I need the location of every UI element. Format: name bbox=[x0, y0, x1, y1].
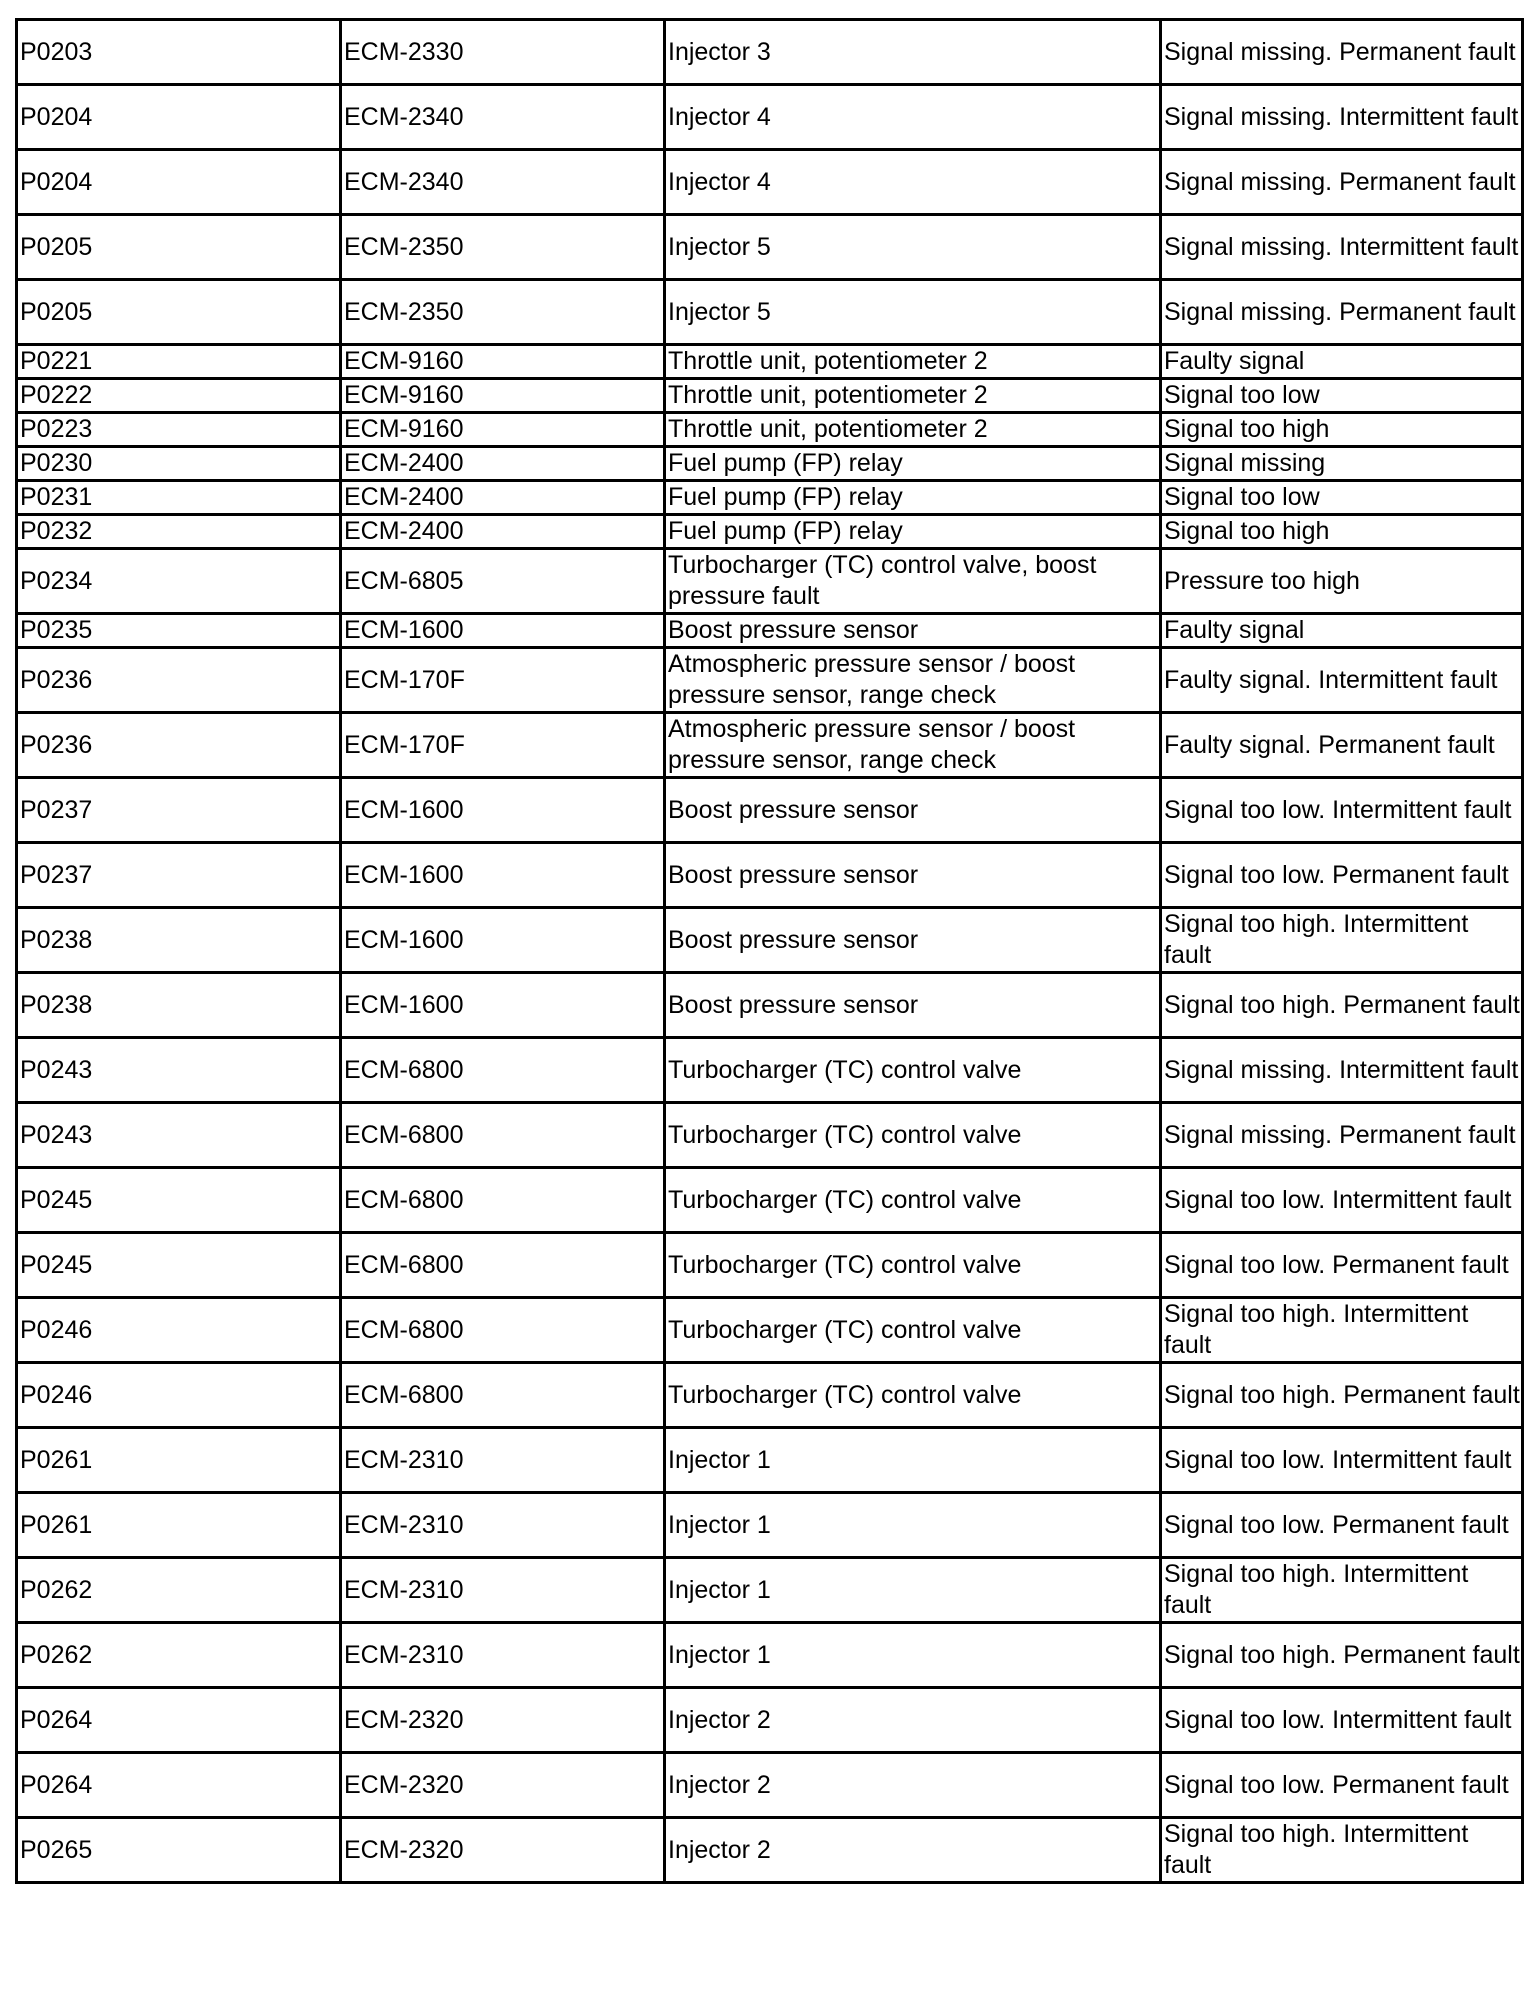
ecm-code-cell: ECM-6805 bbox=[341, 549, 665, 614]
fault-description-cell: Signal too low bbox=[1161, 379, 1523, 413]
ecm-code-cell: ECM-1600 bbox=[341, 614, 665, 648]
component-cell: Turbocharger (TC) control valve bbox=[665, 1363, 1161, 1428]
fault-code-cell: P0264 bbox=[17, 1753, 341, 1818]
table-row bbox=[17, 1298, 1523, 1363]
fault-code-cell: P0243 bbox=[17, 1038, 341, 1103]
component-cell: Injector 1 bbox=[665, 1558, 1161, 1623]
fault-code-cell: P0235 bbox=[17, 614, 341, 648]
component-cell: Turbocharger (TC) control valve bbox=[665, 1168, 1161, 1233]
fault-description-cell: Signal too high. Permanent fault bbox=[1161, 1363, 1523, 1428]
fault-description-cell: Faulty signal. Intermittent fault bbox=[1161, 648, 1523, 713]
fault-description-cell: Signal missing bbox=[1161, 447, 1523, 481]
fault-code-cell: P0236 bbox=[17, 713, 341, 778]
component-cell: Injector 2 bbox=[665, 1688, 1161, 1753]
table-row bbox=[17, 1168, 1523, 1233]
component-cell: Turbocharger (TC) control valve bbox=[665, 1298, 1161, 1363]
fault-description-cell: Signal missing. Permanent fault bbox=[1161, 150, 1523, 215]
table-row bbox=[17, 549, 1523, 614]
fault-description-cell: Signal too low. Permanent fault bbox=[1161, 1233, 1523, 1298]
fault-description-cell: Signal too high. Intermittent fault bbox=[1161, 1818, 1523, 1883]
table-row bbox=[17, 843, 1523, 908]
ecm-code-cell: ECM-2310 bbox=[341, 1558, 665, 1623]
ecm-code-cell: ECM-2310 bbox=[341, 1428, 665, 1493]
component-cell: Atmospheric pressure sensor / boost pressure sensor, range check bbox=[665, 648, 1161, 713]
fault-code-cell: P0205 bbox=[17, 280, 341, 345]
fault-code-cell: P0245 bbox=[17, 1233, 341, 1298]
ecm-code-cell: ECM-2330 bbox=[341, 20, 665, 85]
component-cell: Fuel pump (FP) relay bbox=[665, 515, 1161, 549]
component-cell: Injector 1 bbox=[665, 1623, 1161, 1688]
table-row bbox=[17, 778, 1523, 843]
component-cell: Fuel pump (FP) relay bbox=[665, 447, 1161, 481]
ecm-code-cell: ECM-6800 bbox=[341, 1103, 665, 1168]
fault-code-cell: P0204 bbox=[17, 85, 341, 150]
fault-code-cell: P0222 bbox=[17, 379, 341, 413]
table-row bbox=[17, 85, 1523, 150]
ecm-code-cell: ECM-6800 bbox=[341, 1168, 665, 1233]
component-cell: Throttle unit, potentiometer 2 bbox=[665, 345, 1161, 379]
ecm-code-cell: ECM-9160 bbox=[341, 345, 665, 379]
table-row bbox=[17, 481, 1523, 515]
table-row bbox=[17, 713, 1523, 778]
ecm-code-cell: ECM-9160 bbox=[341, 379, 665, 413]
component-cell: Atmospheric pressure sensor / boost pressure sensor, range check bbox=[665, 713, 1161, 778]
fault-code-cell: P0234 bbox=[17, 549, 341, 614]
ecm-code-cell: ECM-2350 bbox=[341, 215, 665, 280]
component-cell: Injector 4 bbox=[665, 150, 1161, 215]
table-row bbox=[17, 648, 1523, 713]
fault-description-cell: Signal missing. Permanent fault bbox=[1161, 20, 1523, 85]
ecm-code-cell: ECM-6800 bbox=[341, 1233, 665, 1298]
fault-description-cell: Signal missing. Intermittent fault bbox=[1161, 215, 1523, 280]
component-cell: Injector 1 bbox=[665, 1428, 1161, 1493]
fault-code-cell: P0205 bbox=[17, 215, 341, 280]
table-row bbox=[17, 1753, 1523, 1818]
table-row bbox=[17, 280, 1523, 345]
fault-code-cell: P0204 bbox=[17, 150, 341, 215]
ecm-code-cell: ECM-1600 bbox=[341, 908, 665, 973]
table-row bbox=[17, 1103, 1523, 1168]
component-cell: Boost pressure sensor bbox=[665, 843, 1161, 908]
ecm-code-cell: ECM-6800 bbox=[341, 1038, 665, 1103]
fault-description-cell: Signal too low. Permanent fault bbox=[1161, 843, 1523, 908]
ecm-code-cell: ECM-6800 bbox=[341, 1363, 665, 1428]
table-row bbox=[17, 908, 1523, 973]
ecm-code-cell: ECM-2400 bbox=[341, 481, 665, 515]
fault-description-cell: Signal too low bbox=[1161, 481, 1523, 515]
ecm-code-cell: ECM-6800 bbox=[341, 1298, 665, 1363]
ecm-code-cell: ECM-9160 bbox=[341, 413, 665, 447]
ecm-code-cell: ECM-2320 bbox=[341, 1753, 665, 1818]
fault-code-cell: P0262 bbox=[17, 1558, 341, 1623]
ecm-code-cell: ECM-2340 bbox=[341, 85, 665, 150]
ecm-code-cell: ECM-1600 bbox=[341, 778, 665, 843]
fault-description-cell: Signal too high. Intermittent fault bbox=[1161, 1298, 1523, 1363]
component-cell: Boost pressure sensor bbox=[665, 973, 1161, 1038]
table-row bbox=[17, 150, 1523, 215]
table-row bbox=[17, 1818, 1523, 1883]
table-row bbox=[17, 1558, 1523, 1623]
ecm-code-cell: ECM-2350 bbox=[341, 280, 665, 345]
fault-code-table-body bbox=[17, 20, 1523, 1883]
fault-description-cell: Signal too low. Intermittent fault bbox=[1161, 1168, 1523, 1233]
fault-description-cell: Signal too high. Permanent fault bbox=[1161, 973, 1523, 1038]
fault-code-cell: P0238 bbox=[17, 973, 341, 1038]
table-row bbox=[17, 614, 1523, 648]
component-cell: Boost pressure sensor bbox=[665, 614, 1161, 648]
component-cell: Injector 5 bbox=[665, 280, 1161, 345]
component-cell: Turbocharger (TC) control valve, boost pressure fault bbox=[665, 549, 1161, 614]
component-cell: Injector 1 bbox=[665, 1493, 1161, 1558]
fault-code-cell: P0221 bbox=[17, 345, 341, 379]
fault-code-cell: P0203 bbox=[17, 20, 341, 85]
component-cell: Injector 2 bbox=[665, 1753, 1161, 1818]
table-row bbox=[17, 345, 1523, 379]
fault-code-cell: P0237 bbox=[17, 843, 341, 908]
fault-code-cell: P0245 bbox=[17, 1168, 341, 1233]
component-cell: Boost pressure sensor bbox=[665, 908, 1161, 973]
fault-description-cell: Signal too high. Intermittent fault bbox=[1161, 1558, 1523, 1623]
component-cell: Fuel pump (FP) relay bbox=[665, 481, 1161, 515]
ecm-code-cell: ECM-170F bbox=[341, 648, 665, 713]
table-row bbox=[17, 1363, 1523, 1428]
table-row bbox=[17, 447, 1523, 481]
fault-code-cell: P0261 bbox=[17, 1493, 341, 1558]
table-row bbox=[17, 379, 1523, 413]
fault-code-cell: P0243 bbox=[17, 1103, 341, 1168]
fault-code-cell: P0238 bbox=[17, 908, 341, 973]
component-cell: Injector 2 bbox=[665, 1818, 1161, 1883]
fault-code-cell: P0230 bbox=[17, 447, 341, 481]
fault-description-cell: Signal missing. Intermittent fault bbox=[1161, 85, 1523, 150]
table-row bbox=[17, 413, 1523, 447]
fault-code-cell: P0265 bbox=[17, 1818, 341, 1883]
ecm-code-cell: ECM-2320 bbox=[341, 1818, 665, 1883]
ecm-code-cell: ECM-170F bbox=[341, 713, 665, 778]
table-row bbox=[17, 20, 1523, 85]
fault-code-cell: P0246 bbox=[17, 1298, 341, 1363]
fault-description-cell: Faulty signal bbox=[1161, 345, 1523, 379]
fault-description-cell: Signal missing. Permanent fault bbox=[1161, 280, 1523, 345]
table-row bbox=[17, 1493, 1523, 1558]
table-row bbox=[17, 1038, 1523, 1103]
ecm-code-cell: ECM-2310 bbox=[341, 1493, 665, 1558]
ecm-code-cell: ECM-1600 bbox=[341, 843, 665, 908]
fault-code-table bbox=[15, 18, 1524, 1884]
fault-description-cell: Signal too low. Intermittent fault bbox=[1161, 1428, 1523, 1493]
component-cell: Throttle unit, potentiometer 2 bbox=[665, 413, 1161, 447]
table-row bbox=[17, 515, 1523, 549]
component-cell: Injector 3 bbox=[665, 20, 1161, 85]
fault-description-cell: Signal too low. Intermittent fault bbox=[1161, 778, 1523, 843]
fault-description-cell: Faulty signal bbox=[1161, 614, 1523, 648]
table-row bbox=[17, 973, 1523, 1038]
ecm-code-cell: ECM-1600 bbox=[341, 973, 665, 1038]
component-cell: Turbocharger (TC) control valve bbox=[665, 1103, 1161, 1168]
fault-code-cell: P0231 bbox=[17, 481, 341, 515]
component-cell: Boost pressure sensor bbox=[665, 778, 1161, 843]
fault-code-cell: P0237 bbox=[17, 778, 341, 843]
fault-code-cell: P0236 bbox=[17, 648, 341, 713]
ecm-code-cell: ECM-2310 bbox=[341, 1623, 665, 1688]
ecm-code-cell: ECM-2340 bbox=[341, 150, 665, 215]
fault-description-cell: Signal too low. Intermittent fault bbox=[1161, 1688, 1523, 1753]
component-cell: Turbocharger (TC) control valve bbox=[665, 1233, 1161, 1298]
table-row bbox=[17, 215, 1523, 280]
table-row bbox=[17, 1428, 1523, 1493]
ecm-code-cell: ECM-2320 bbox=[341, 1688, 665, 1753]
fault-description-cell: Signal too high bbox=[1161, 413, 1523, 447]
fault-code-cell: P0261 bbox=[17, 1428, 341, 1493]
fault-code-cell: P0246 bbox=[17, 1363, 341, 1428]
fault-code-cell: P0264 bbox=[17, 1688, 341, 1753]
fault-description-cell: Signal too high. Permanent fault bbox=[1161, 1623, 1523, 1688]
fault-code-cell: P0223 bbox=[17, 413, 341, 447]
component-cell: Injector 5 bbox=[665, 215, 1161, 280]
fault-description-cell: Signal missing. Permanent fault bbox=[1161, 1103, 1523, 1168]
fault-description-cell: Signal missing. Intermittent fault bbox=[1161, 1038, 1523, 1103]
component-cell: Throttle unit, potentiometer 2 bbox=[665, 379, 1161, 413]
table-row bbox=[17, 1688, 1523, 1753]
table-row bbox=[17, 1623, 1523, 1688]
fault-code-cell: P0232 bbox=[17, 515, 341, 549]
table-row bbox=[17, 1233, 1523, 1298]
fault-code-cell: P0262 bbox=[17, 1623, 341, 1688]
fault-description-cell: Signal too high. Intermittent fault bbox=[1161, 908, 1523, 973]
ecm-code-cell: ECM-2400 bbox=[341, 515, 665, 549]
fault-description-cell: Signal too low. Permanent fault bbox=[1161, 1493, 1523, 1558]
fault-description-cell: Signal too low. Permanent fault bbox=[1161, 1753, 1523, 1818]
component-cell: Turbocharger (TC) control valve bbox=[665, 1038, 1161, 1103]
ecm-code-cell: ECM-2400 bbox=[341, 447, 665, 481]
fault-description-cell: Faulty signal. Permanent fault bbox=[1161, 713, 1523, 778]
component-cell: Injector 4 bbox=[665, 85, 1161, 150]
fault-description-cell: Pressure too high bbox=[1161, 549, 1523, 614]
fault-description-cell: Signal too high bbox=[1161, 515, 1523, 549]
